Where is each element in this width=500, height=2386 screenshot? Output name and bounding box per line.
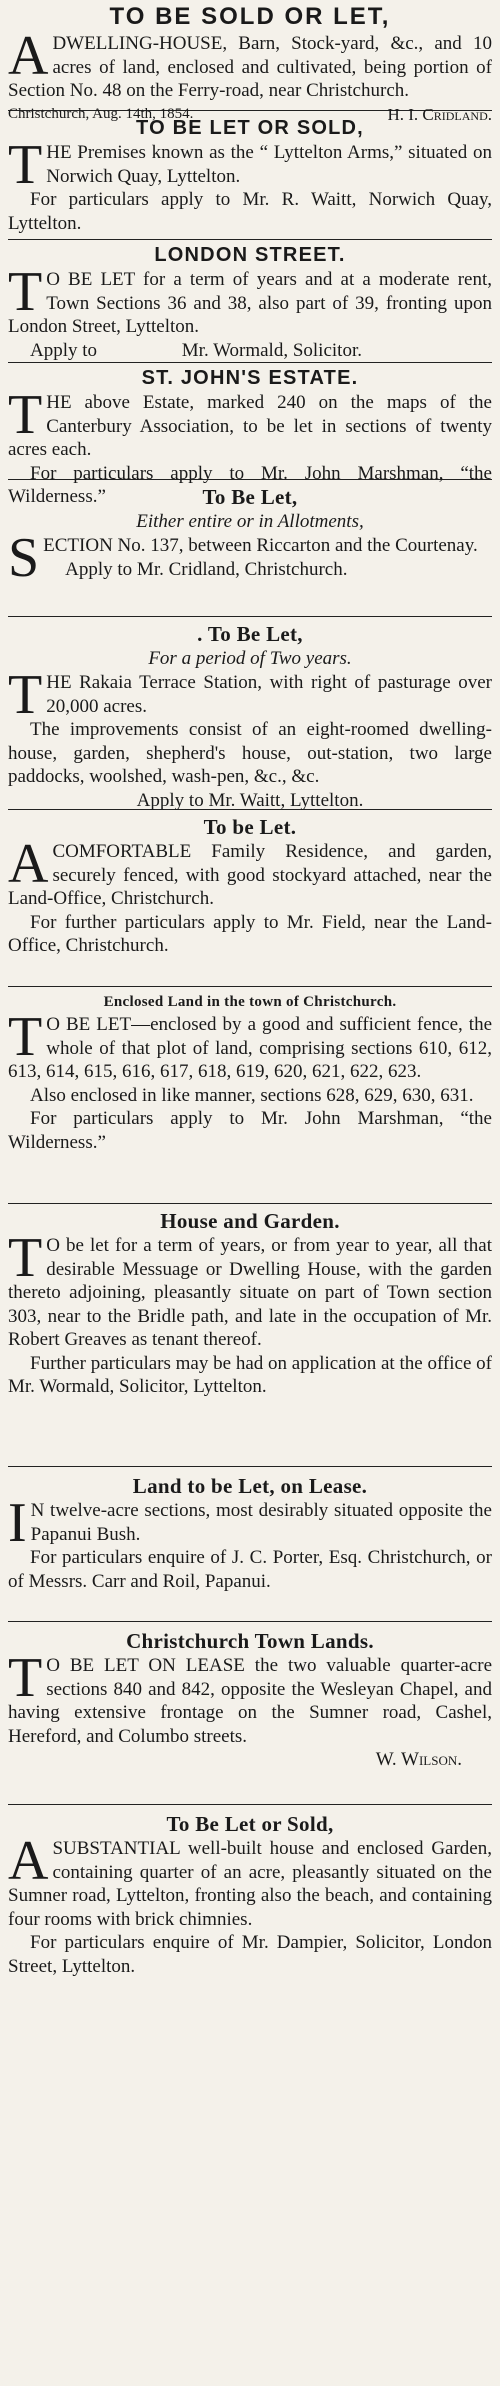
drop-cap: A [8, 25, 49, 87]
ad-heading: To Be Let or Sold, [166, 1812, 334, 1836]
drop-cap: T [8, 1006, 43, 1068]
divider [8, 362, 492, 363]
drop-cap: T [8, 384, 43, 446]
ad-section-137 [8, 484, 492, 616]
ad-body [8, 527, 492, 589]
ad-body [8, 1830, 492, 1978]
divider [8, 239, 492, 240]
drop-cap: T [8, 664, 43, 726]
ad-text-2: For particulars apply to Mr. John Marshman, “the Wilderness.” [8, 462, 492, 507]
ad-rakaia-terrace [8, 621, 492, 809]
ad-lyttelton-arms [8, 115, 492, 239]
ad-body [8, 1647, 492, 1772]
ad-heading: House and Garden. [160, 1209, 340, 1233]
ad-text-2: For particulars apply to Mr. R. Waitt, Norwich Quay, Lyttelton. [8, 189, 492, 234]
ad-heading: To be Let. [203, 815, 297, 839]
ad-body [8, 25, 492, 126]
ad-text-2: For particulars enquire of J. C. Porter, Esq. Christchurch, or of Messrs. Carr and Roil, Papanui. [8, 1547, 492, 1592]
ad-text-2: Apply to Mr. Cridland, Christchurch. [65, 558, 348, 580]
ad-text-3: For particulars apply to Mr. John Marshman, “the Wilderness.” [8, 1108, 492, 1153]
ad-text: O be let for a term of years, or from year to year, all that desirable Messuage or Dwelling House, with the garden thereto adjoining, pleasantly situate on part of Town section 303, near to the Bridle path, and late in the occupation of Mr. Robert Greaves as tenant thereof. [8, 1235, 492, 1350]
ad-text-2: For further particulars apply to Mr. Field, near the Land-Office, Christchurch. [8, 911, 492, 956]
ad-apply-line [8, 339, 492, 363]
ad-text-3: Apply to Mr. Waitt, Lyttelton. [136, 789, 364, 811]
ad-st-johns-estate [8, 365, 492, 507]
ad-body [8, 833, 492, 958]
ad-text: N twelve-acre sections, most desirably situated opposite the Papanui Bush. [30, 1500, 492, 1545]
divider [8, 616, 492, 617]
ad-apply: Apply to [30, 339, 98, 361]
ad-body [8, 1227, 492, 1399]
drop-cap: T [8, 134, 43, 196]
ad-body [8, 261, 492, 362]
ad-text-2: Also enclosed in like manner, sections 628, 629, 630, 631. [30, 1084, 474, 1106]
ad-text: HE Premises known as the “ Lyttelton Arms,” situated on Norwich Quay, Lyttelton. [46, 142, 492, 187]
ad-heading: Enclosed Land in the town of Christchurch. [103, 994, 397, 1010]
ad-house-let-or-sold [8, 1811, 492, 2021]
ad-text: SUBSTANTIAL well-built house and enclosed Garden, containing quarter of an acre, pleasantly situated on the Sumner road, Lyttelton, fronting also the beach, and containing four rooms with brick chimnies. [8, 1838, 492, 1930]
drop-cap: I [8, 1492, 27, 1554]
divider [8, 986, 492, 987]
drop-cap: A [8, 1830, 49, 1892]
ad-text-2: The improvements consist of an eight-roomed dwelling-house, garden, shepherd's house, out-station, two large paddocks, woolshed, wash-pen, &c., &c. [8, 719, 492, 787]
ad-enclosed-land [8, 991, 492, 1203]
ad-land-on-lease [8, 1473, 492, 1621]
ad-text-2: Further particulars may be had on application at the office of Mr. Wormald, Solicitor, Lyttelton. [8, 1352, 492, 1397]
ad-heading: Land to be Let, on Lease. [132, 1474, 368, 1498]
ad-text: O BE LET ON LEASE the two valuable quarter-acre sections 840 and 842, opposite the Wesleyan Chapel, and having extensive frontage on the Sumner road, Cashel, Hereford, and Columbo streets. [8, 1655, 492, 1747]
divider [8, 1621, 492, 1622]
ad-heading: To Be Let, [202, 485, 298, 509]
drop-cap: S [8, 527, 40, 589]
ad-subheading: Either entire or in Allotments, [136, 511, 364, 532]
drop-cap: T [8, 1227, 43, 1289]
ad-text: ECTION No. 137, between Riccarton and the Courtenay. [43, 535, 478, 556]
drop-cap: A [8, 833, 49, 895]
ad-heading: . To Be Let, [197, 622, 303, 646]
ad-christchurch-town-lands [8, 1628, 492, 1804]
ad-text: HE Rakaia Terrace Station, with right of pasturage over 20,000 acres. [46, 672, 492, 717]
ad-text: HE above Estate, marked 240 on the maps of the Canterbury Association, to be let in sections of twenty acres each. [8, 392, 492, 460]
ad-heading: LONDON STREET. [154, 244, 346, 266]
ad-heading: Christchurch Town Lands. [126, 1629, 374, 1653]
ad-heading: TO BE SOLD OR LET, [109, 3, 391, 30]
ad-date: Christchurch, Aug. 14th, 1854. [8, 105, 194, 122]
divider [8, 1466, 492, 1467]
drop-cap: T [8, 261, 43, 323]
ad-text: DWELLING-HOUSE, Barn, Stock-yard, &c., and 10 acres of land, enclosed and cultivated, being portion of Section No. 48 on the Ferry-road, near Christchurch. [8, 33, 492, 101]
ad-apply-to: Mr. Wormald, Solicitor. [181, 339, 362, 361]
ad-body [8, 134, 492, 235]
ad-heading: ST. JOHN'S ESTATE. [141, 367, 359, 389]
ad-body [8, 1006, 492, 1154]
divider [8, 1804, 492, 1805]
ad-text: O BE LET—enclosed by a good and sufficient fence, the whole of that plot of land, comprising sections 610, 612, 613, 614, 615, 616, 617, 618, 619, 620, 621, 622, 623. [8, 1014, 492, 1082]
ad-heading: TO BE LET OR SOLD, [136, 117, 364, 139]
ad-body [8, 1492, 492, 1593]
divider [8, 1203, 492, 1204]
ad-house-and-garden [8, 1208, 492, 1466]
ad-body [8, 664, 492, 812]
drop-cap: T [8, 1647, 43, 1709]
ad-text: COMFORTABLE Family Residence, and garden, securely fenced, with good stockyard attached, near the Land-Office, Christchurch. [8, 841, 492, 909]
ad-text-2: For particulars enquire of Mr. Dampier, Solicitor, London Street, Lyttelton. [8, 1932, 492, 1977]
ad-london-street [8, 242, 492, 362]
ad-dwelling-house [8, 2, 492, 124]
ad-subheading: For a period of Two years. [148, 648, 352, 669]
ad-signature: W. Wilson. [375, 1749, 462, 1770]
ad-signature: H. I. Cridland. [387, 104, 492, 124]
ad-family-residence [8, 814, 492, 986]
ad-text: O BE LET for a term of years and at a moderate rent, Town Sections 36 and 38, also part of 39, fronting upon London Street, Lyttelton. [8, 269, 492, 337]
